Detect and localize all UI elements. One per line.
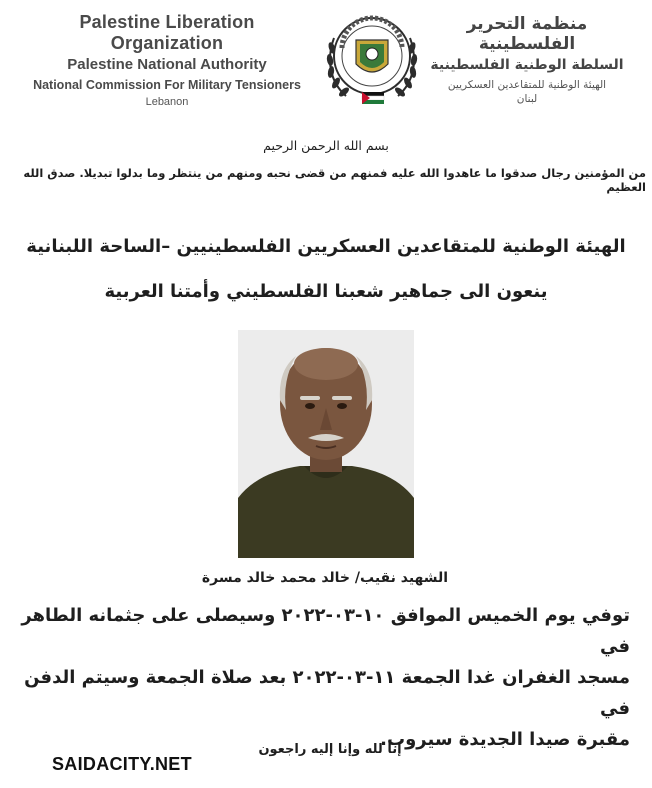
obituary-line-3: مقبرة صيدا الجديدة سيروب. [380,729,630,750]
org-name-en: Palestine Liberation Organization [79,12,255,53]
basmala: بسم الله الرحمن الرحيم [263,138,389,153]
obituary-line-2: مسجد الغفران غدا الجمعة ١١-٠٣-٢٠٢٢ بعد صلاة الجمعة وسيتم الدفن في [24,667,630,719]
country-en: Lebanon [145,96,189,108]
martyr-caption: الشهيد نقيب/ خالد محمد خالد مسرة [201,570,449,586]
closing-phrase: إنا لله وإنا إليه راجعون [258,742,402,757]
commission-name-en: National Commission For Military Tensioners [33,78,301,92]
announcement-subtitle: ينعون الى جماهير شعبنا الفلسطيني وأمتنا العربية [104,281,548,302]
announcement-title: الهيئة الوطنية للمتقاعدين العسكريين الفلسطينيين –الساحة اللبنانية [26,236,626,257]
header-arabic [422,14,632,105]
watermark-site: SAIDACITY.NET [52,754,192,774]
obituary-text [18,600,630,755]
authority-name-ar: السلطة الوطنية الفلسطينية [430,57,624,73]
plo-emblem-icon [316,8,428,114]
quran-verse: من المؤمنين رجال صدقوا ما عاهدوا الله عليه فمنهم من قضى نحبه ومنهم من ينتظر وما بدلوا تبديلا. صدق الله العظيم [23,166,646,194]
country-ar: لبنان [516,93,538,105]
header-english [22,12,312,108]
commission-name-ar: الهيئة الوطنية للمتقاعدين العسكريين [447,79,607,91]
org-name-ar: منظمة التحرير الفلسطينية [466,14,588,54]
portrait-photo-icon [238,330,414,558]
authority-name-en: Palestine National Authority [67,56,267,73]
obituary-line-1: توفي يوم الخميس الموافق ١٠-٠٣-٢٠٢٢ وسيصلى على جثمانه الطاهر في [21,605,630,657]
